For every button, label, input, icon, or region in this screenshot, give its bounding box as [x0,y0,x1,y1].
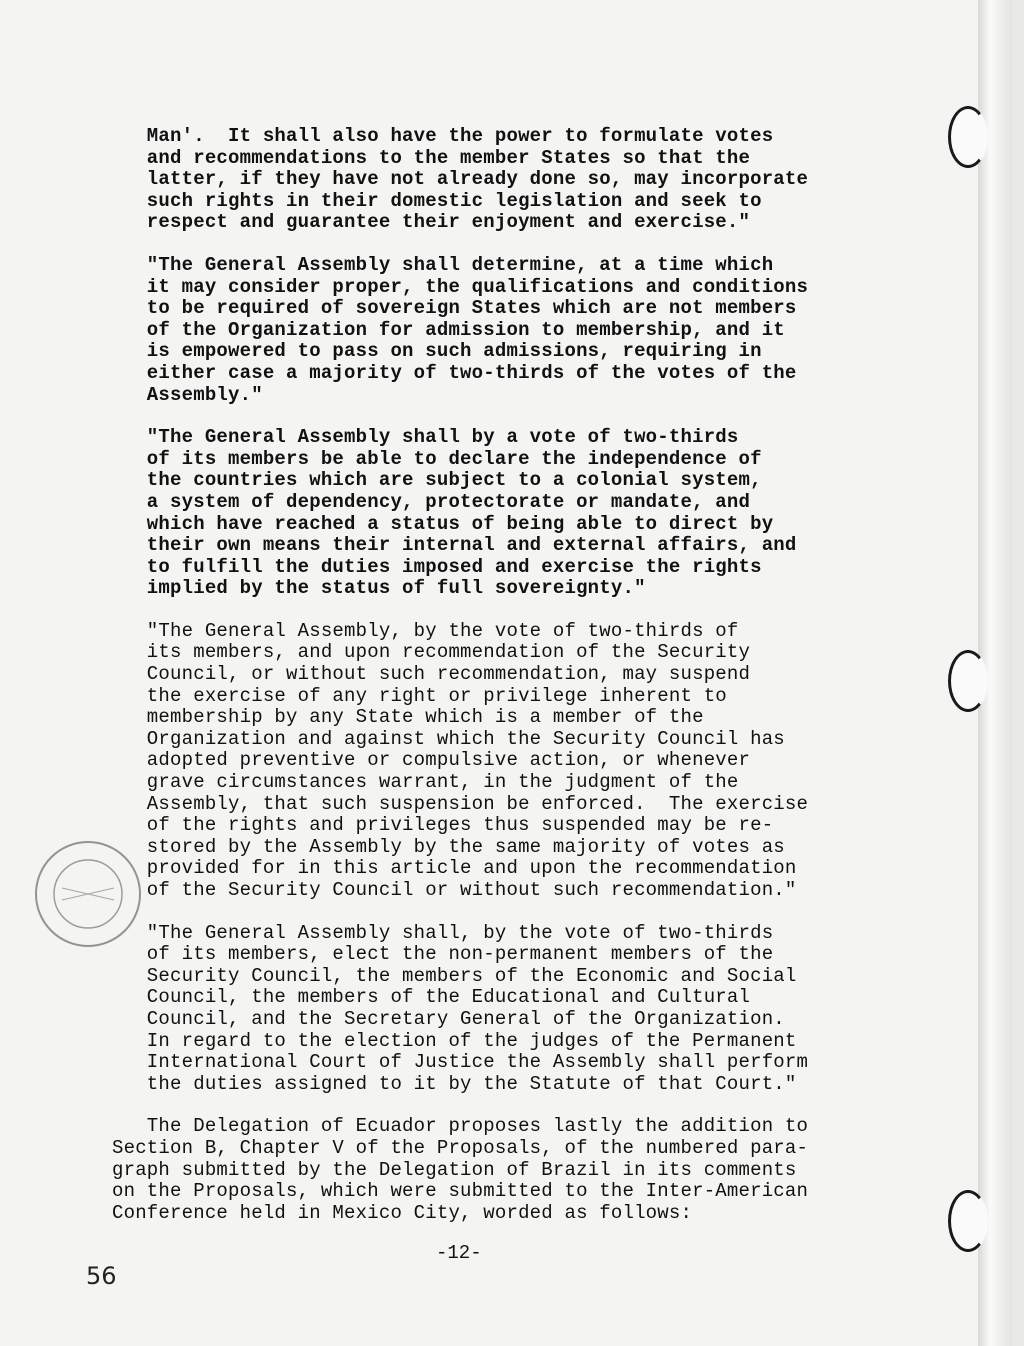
text-line: Council, or without such recommendation, may suspend [112,663,751,686]
text-line: Council, the members of the Educational and Cultural [112,986,751,1009]
text-line: of the Security Council or without such recommendation." [112,879,797,901]
text-line: "The General Assembly shall, by the vote of two-thirds [112,921,774,944]
text-line: graph submitted by the Delegation of Brazil in its comments [112,1158,797,1181]
text-line: Conference held in Mexico City, worded as follows: [112,1201,693,1224]
paragraph-intro-continuation [112,126,902,234]
text-line: membership by any State which is a member of the [112,706,704,729]
text-line: such rights in their domestic legislation and seek to [112,189,762,212]
text-line: either case a majority of two-thirds of the votes of the [112,361,797,384]
text-line: Section B, Chapter V of the Proposals, of the numbered para- [112,1136,809,1159]
text-line: a system of dependency, protectorate or mandate, and [112,490,751,513]
page-number: -12- [436,1242,482,1264]
text-line: Council, and the Secretary General of the Organization. [112,1007,785,1030]
paragraph-gap [112,1095,902,1116]
text-line: grave circumstances warrant, in the judgment of the [112,771,739,794]
text-line: In regard to the election of the judges of the Permanent [112,1029,797,1052]
binder-hole-top [948,106,988,168]
document-body [112,126,902,1224]
text-line: International Court of Justice the Assembly shall perform [112,1051,809,1074]
text-line: provided for in this article and upon the recommendation [112,857,797,880]
text-line: the exercise of any right or privilege inherent to [112,684,727,707]
paragraph-independence [112,427,902,600]
text-line: of the rights and privileges thus suspended may be re- [112,814,774,837]
text-line: "The General Assembly shall by a vote of two-thirds [112,426,739,449]
text-line: adopted preventive or compulsive action, or whenever [112,749,751,772]
text-line: Assembly, that such suspension be enforced. The exercise [112,792,809,815]
binder-hole-bottom [948,1190,988,1252]
binder-hole-middle [948,650,988,712]
paragraph-closing [112,1116,902,1224]
text-line: of its members be able to declare the independence of [112,447,762,470]
text-line: the countries which are subject to a colonial system, [112,469,762,492]
paragraph-elections [112,923,902,1096]
text-line: of the Organization for admission to membership, and it [112,318,785,341]
text-line: Organization and against which the Security Council has [112,727,785,750]
text-line: to be required of sovereign States which are not members [112,297,797,320]
text-line: implied by the status of full sovereignty." [112,577,646,600]
text-line: its members, and upon recommendation of the Security [112,641,751,664]
handwritten-folio-number: 56 [86,1262,117,1290]
text-line: "The General Assembly shall determine, at a time which [112,253,774,276]
text-line: Security Council, the members of the Economic and Social [112,964,797,987]
text-line: to fulfill the duties imposed and exercise the rights [112,555,762,578]
text-line: which have reached a status of being able to direct by [112,512,774,535]
text-line: stored by the Assembly by the same majority of votes as [112,835,785,858]
paragraph-suspension [112,621,902,902]
text-line: Man'. It shall also have the power to formulate votes [112,125,774,147]
text-line: the duties assigned to it by the Statute of that Court." [112,1072,797,1095]
text-line: of its members, elect the non-permanent members of the [112,943,774,966]
text-line: latter, if they have not already done so, may incorporate [112,168,809,191]
text-line: Assembly." [112,383,263,406]
text-line: "The General Assembly, by the vote of two-thirds of [112,619,739,642]
paragraph-gap [112,234,902,255]
paragraph-gap [112,902,902,923]
text-line: their own means their internal and external affairs, and [112,534,797,557]
text-line: and recommendations to the member States so that the [112,146,751,169]
paragraph-gap [112,600,902,621]
text-line: is empowered to pass on such admissions, requiring in [112,340,762,363]
text-line: on the Proposals, which were submitted to the Inter-American [112,1180,809,1203]
paragraph-gap [112,406,902,427]
text-line: respect and guarantee their enjoyment and exercise." [112,211,751,234]
paragraph-admission [112,255,902,406]
text-line: The Delegation of Ecuador proposes lastly the addition to [112,1115,809,1138]
text-line: it may consider proper, the qualifications and conditions [112,275,809,298]
